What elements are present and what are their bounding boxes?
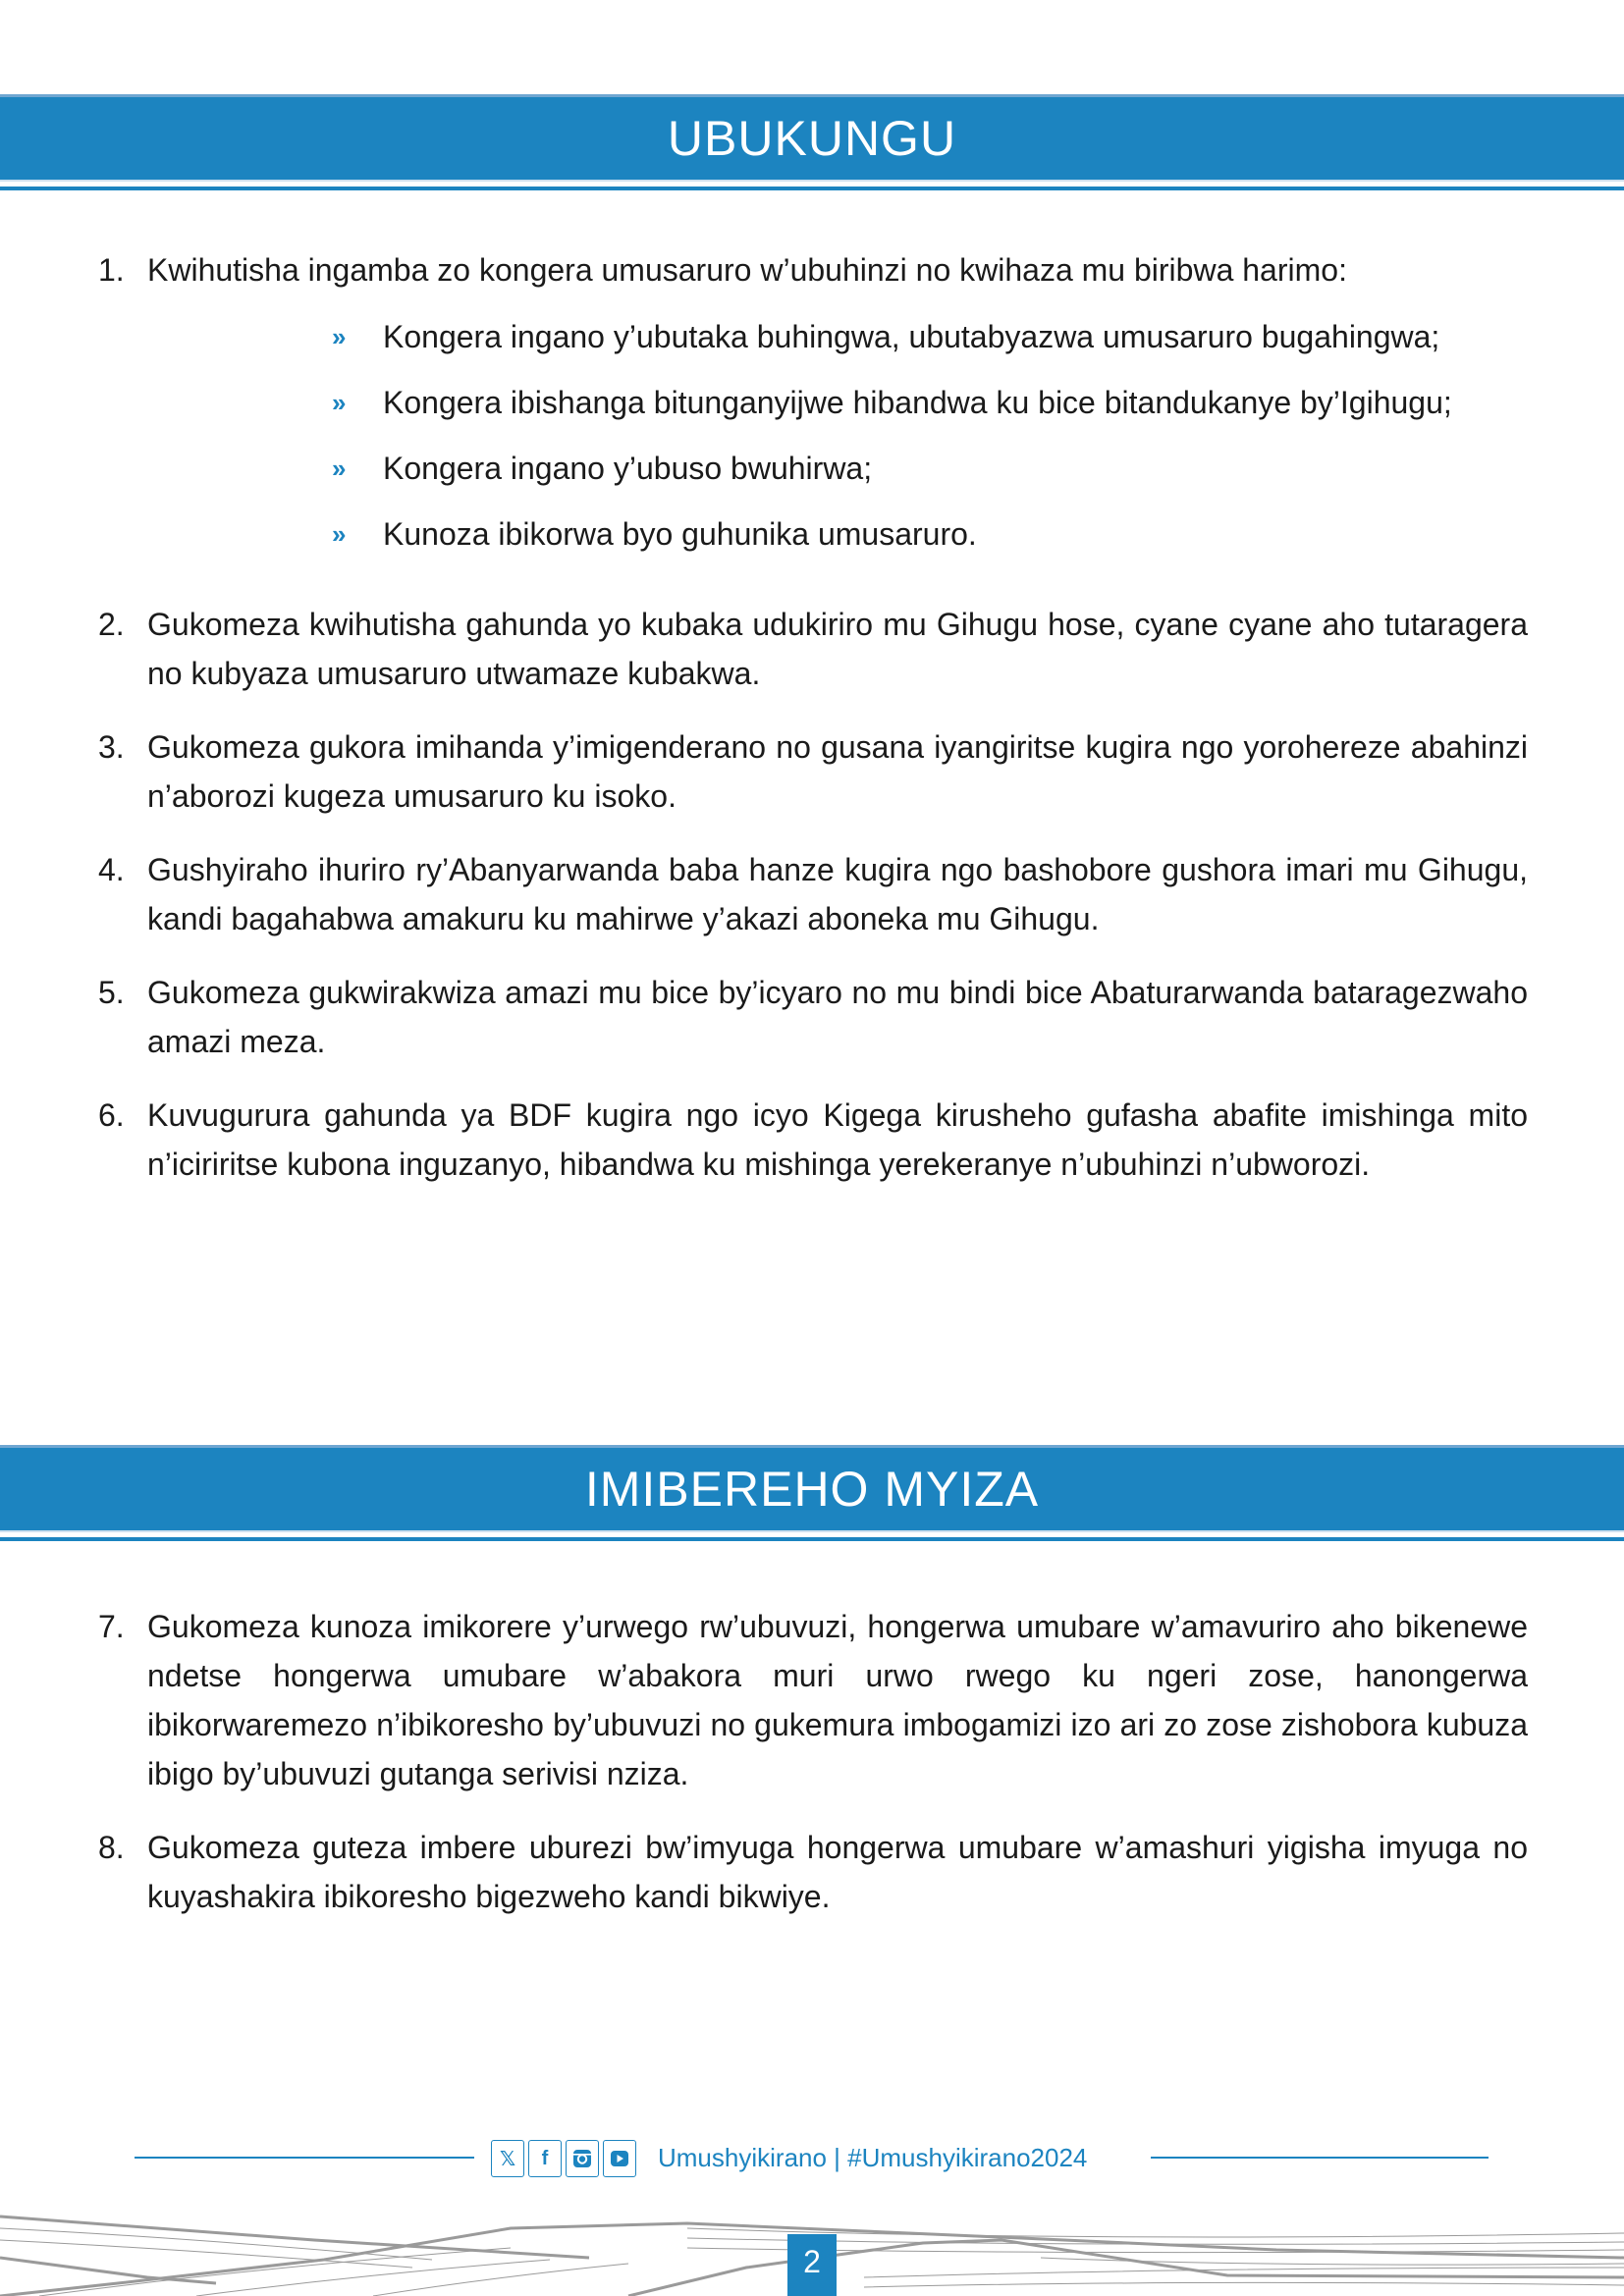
bullet-text: Kunoza ibikorwa byo guhunika umusaruro. (383, 516, 977, 552)
list-item (98, 722, 1528, 821)
youtube-icon[interactable] (603, 2140, 636, 2177)
item-text: Kuvugurura gahunda ya BDF kugira ngo icyo Kigega kirusheho gufasha abafite imishinga mito n’iciriritse kubona inguzanyo, hibandwa ku mishinga yerekeranye n’ubuhinzi n’ubworozi. (147, 1097, 1528, 1182)
chevron-double-right-icon: » (332, 388, 347, 417)
band-bottom-line (0, 187, 1624, 190)
chevron-double-right-icon: » (332, 454, 347, 483)
item-number: 6. (98, 1097, 125, 1133)
item-text: Gukomeza kwihutisha gahunda yo kubaka udukiriro mu Gihugu hose, cyane cyane aho tutaragera no kubyaza umusaruro utwamaze kubakwa. (147, 607, 1528, 691)
list-item (98, 1602, 1528, 1798)
bullet-text: Kongera ingano y’ubuso bwuhirwa; (383, 451, 873, 486)
sub-bullet-list (332, 312, 1528, 559)
bullet-text: Kongera ibishanga bitunganyijwe hibandwa ku bice bitandukanye by’Igihugu; (383, 385, 1452, 420)
footer-divider-right (1151, 2157, 1489, 2159)
band-gap (0, 1530, 1624, 1537)
item-number: 5. (98, 975, 125, 1010)
item-number: 7. (98, 1609, 125, 1644)
bullet-text: Kongera ingano y’ubutaka buhingwa, ubutabyazwa umusaruro bugahingwa; (383, 319, 1440, 354)
band-bottom-line (0, 1537, 1624, 1541)
item-number: 4. (98, 852, 125, 887)
instagram-icon[interactable] (566, 2140, 599, 2177)
list-item (98, 1823, 1528, 1921)
item-number: 2. (98, 607, 125, 642)
section-title: IMIBEREHO MYIZA (0, 1448, 1624, 1530)
footer-hashtag-text: Umushyikirano | #Umushyikirano2024 (658, 2143, 1088, 2172)
item-text: Kwihutisha ingamba zo kongera umusaruro w’ubuhinzi no kwihaza mu biribwa harimo: (147, 252, 1347, 288)
sub-bullet-item (332, 444, 1528, 493)
section-title: UBUKUNGU (0, 97, 1624, 180)
list-item (98, 600, 1528, 698)
section-header-imibereho-myiza (0, 1445, 1624, 1541)
imibereho-myiza-list (98, 1602, 1528, 1946)
item-text: Gukomeza kunoza imikorere y’urwego rw’ubuvuzi, hongerwa umubare w’amavuriro aho bikenewe ndetse hongerwa umubare w’abakora muri urwo rwego ku ngeri zose, hanongerwa ibikorwaremezo n’ibikoresho by’ubuvuzi no gukemura imbogamizi izo ari zo zose zishobora kubuza ibigo by’ubuvuzi gutanga serivisi nziza. (147, 1609, 1528, 1791)
list-item (98, 968, 1528, 1066)
sub-bullet-item (332, 509, 1528, 559)
item-text: Gukomeza guteza imbere uburezi bw’imyuga hongerwa umubare w’amashuri yigisha imyuga no kuyashakira ibikoresho bigezweho kandi bikwiye. (147, 1830, 1528, 1914)
list-item (98, 845, 1528, 943)
page-number: 2 (787, 2234, 837, 2296)
footer-divider-left (135, 2157, 474, 2159)
x-icon[interactable]: 𝕏 (491, 2140, 524, 2177)
chevron-double-right-icon: » (332, 519, 347, 549)
section-header-ubukungu (0, 94, 1624, 190)
list-item (98, 1091, 1528, 1189)
list-item (98, 245, 1528, 575)
item-number: 8. (98, 1830, 125, 1865)
item-number: 1. (98, 252, 125, 288)
item-text: Gukomeza gukora imihanda y’imigenderano no gusana iyangiritse kugira ngo yorohereze abahinzi n’aborozi kugeza umusaruro ku isoko. (147, 729, 1528, 814)
band-gap (0, 180, 1624, 187)
chevron-double-right-icon: » (332, 322, 347, 351)
item-text: Gukomeza gukwirakwiza amazi mu bice by’icyaro no mu bindi bice Abaturarwanda bataragezwaho amazi meza. (147, 975, 1528, 1059)
footer (0, 2140, 1624, 2179)
facebook-icon[interactable]: f (528, 2140, 562, 2177)
social-icons (491, 2140, 636, 2177)
item-number: 3. (98, 729, 125, 765)
ubukungu-list (98, 245, 1528, 1213)
sub-bullet-item (332, 378, 1528, 427)
sub-bullet-item (332, 312, 1528, 361)
item-text: Gushyiraho ihuriro ry’Abanyarwanda baba hanze kugira ngo bashobore gushora imari mu Gihugu, kandi bagahabwa amakuru ku mahirwe y’akazi aboneka mu Gihugu. (147, 852, 1528, 936)
